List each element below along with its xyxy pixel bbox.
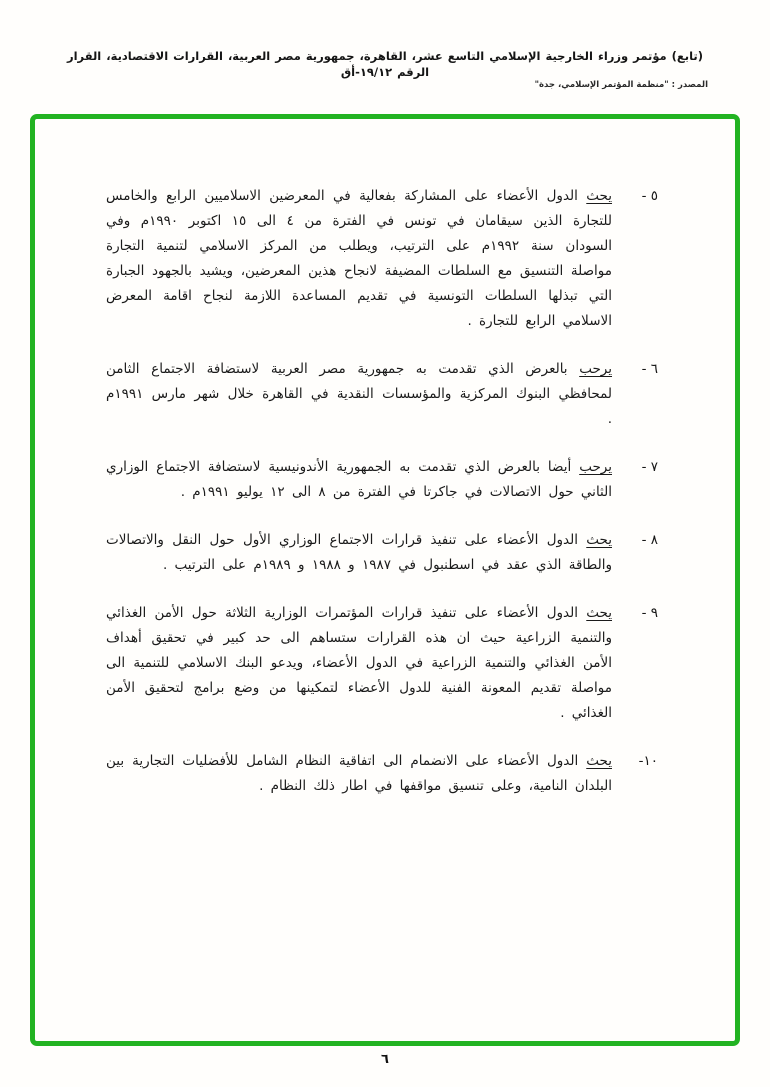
item-number: ٥ - xyxy=(641,188,658,204)
item-lead-word: يرحب xyxy=(579,361,613,377)
item-body-text: الدول الأعضاء على الانضمام الى اتفاقية النظام الشامل للأفضليات التجارية بين البلدان النامية، وعلى تنسيق مواقفها في اطار ذلك النظام . xyxy=(106,753,612,794)
item-text xyxy=(106,455,612,505)
item-lead-word: يحث xyxy=(586,532,612,548)
document-source-line: المصدر : "منظمة المؤتمر الإسلامي، جدة" xyxy=(534,80,708,90)
document-header-title: (تابع) مؤتمر وزراء الخارجية الإسلامي التاسع عشر، القاهرة، جمهورية مصر العربية، القرارات الاقتصادية، القرار الرقم ١٩/١٢-أق xyxy=(66,49,704,79)
item-text xyxy=(106,357,612,432)
item-number: ٧ - xyxy=(641,459,658,475)
item-number: ٦ - xyxy=(641,361,658,377)
item-text xyxy=(106,749,612,799)
item-text xyxy=(106,528,612,578)
item-number: ١٠- xyxy=(638,753,658,769)
item-lead-word: يرحب xyxy=(579,459,612,475)
item-body-text: أيضا بالعرض الذي تقدمت به الجمهورية الأندونيسية لاستضافة الاجتماع الوزاري الثاني حول الاتصالات في جاكرتا في الفترة من ٨ الى ١٢ يوليو ١٩٩١م . xyxy=(106,459,612,500)
page-number: ٦ xyxy=(381,1052,389,1067)
item-body-text: الدول الأعضاء على المشاركة بفعالية في المعرضين الاسلاميين الرابع والخامس للتجارة الذين سيقامان في تونس في الفترة من ٤ الى ١٥ اكتوبر ١٩٩٠م وفي السودان سنة ١٩٩٢م على الترتيب، ويطلب من المركز الاسلامي لتنمية التجارة مواصلة التنسيق مع السلطات المضيفة لانجاح هذين المعرضين، ويشيد بالجهود الجبارة التي تبذلها السلطات التونسية في تقديم المساعدة اللازمة لنجاح اقامة المعرض الاسلامي الرابع للتجارة . xyxy=(106,188,613,329)
item-body-text: الدول الأعضاء على تنفيذ قرارات الاجتماع الوزاري الأول حول النقل والاتصالات والطاقة الذي عقد في اسطنبول في ١٩٨٧ و ١٩٨٨ و ١٩٨٩م على الترتيب . xyxy=(106,532,612,573)
item-text xyxy=(106,184,612,334)
resolution-list xyxy=(106,184,658,799)
resolution-item-5 xyxy=(106,184,658,334)
item-text xyxy=(106,601,612,726)
item-body-text: بالعرض الذي تقدمت به جمهورية مصر العربية لاستضافة الاجتماع الثامن لمحافظي البنوك المركزية والمؤسسات النقدية في القاهرة خلال شهر مارس ١٩٩١م . xyxy=(106,361,612,427)
resolution-item-6 xyxy=(106,357,658,432)
resolution-item-9 xyxy=(106,601,658,726)
item-number: ٨ - xyxy=(641,532,658,548)
item-lead-word: يحث xyxy=(586,188,613,204)
item-number: ٩ - xyxy=(641,605,658,621)
resolution-item-7 xyxy=(106,455,658,505)
resolution-item-10 xyxy=(106,749,658,799)
resolution-item-8 xyxy=(106,528,658,578)
item-lead-word: يحث xyxy=(586,753,612,769)
item-body-text: الدول الأعضاء على تنفيذ قرارات المؤتمرات الوزارية الثلاثة حول الأمن الغذائي والتنمية الزراعية حيث ان هذه القرارات ستساهم الى حد كبير في تحقيق أهداف الأمن الغذائي والتنمية الزراعية في الدول الأعضاء، ويدعو البنك الاسلامي للتنمية الى مواصلة تقديم المعونة الفنية للدول الأعضاء لتمكينها من وضع برامج لتحقيق الأمن الغذائي . xyxy=(106,605,612,721)
item-lead-word: يحث xyxy=(586,605,612,621)
